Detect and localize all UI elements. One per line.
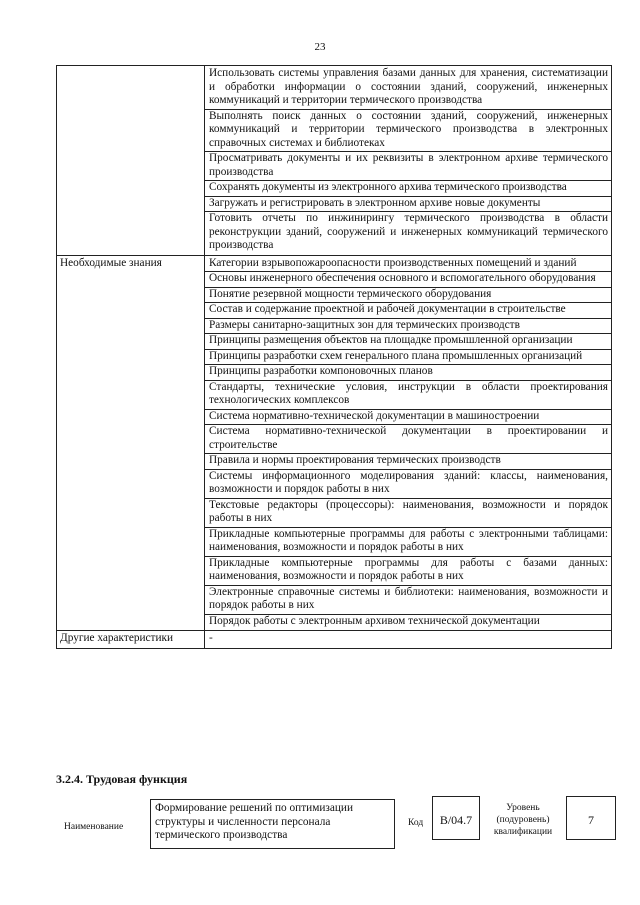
function-code-value: B/04.7: [432, 796, 480, 840]
list-item: Система нормативно-технической документации в проектировании и строительстве: [205, 425, 611, 454]
table-row: [57, 255, 612, 631]
list-item: Категории взрывопожароопасности производственных помещений и зданий: [205, 257, 611, 273]
list-item: Прикладные компьютерные программы для работы с электронными таблицами: наименования, возможности и порядок работы в них: [205, 528, 611, 557]
list-item: Правила и нормы проектирования термических производств: [205, 454, 611, 470]
name-label: Наименование: [64, 822, 124, 832]
row-content: [205, 255, 612, 631]
list-item: Электронные справочные системы и библиотеки: наименования, возможности и порядок работы в них: [205, 586, 611, 615]
row-label: [57, 66, 205, 256]
list-item: Выполнять поиск данных о состоянии зданий, сооружений, инженерных коммуникаций и территории термического производства в электронных справочных системах и библиотеках: [205, 110, 611, 153]
list-item: Стандарты, технические условия, инструкции в области проектирования технологических комплексов: [205, 381, 611, 410]
table-row: [57, 631, 612, 649]
list-item: Принципы размещения объектов на площадке промышленной организации: [205, 334, 611, 350]
list-item: Принципы разработки компоновочных планов: [205, 365, 611, 381]
row-content: [205, 631, 612, 649]
list-item: Принципы разработки схем генерального плана промышленных организаций: [205, 350, 611, 366]
qualification-level-label: Уровень (подуровень) квалификации: [493, 803, 553, 837]
list-item: Сохранять документы из электронного архива термического производства: [205, 181, 611, 197]
list-item: Загружать и регистрировать в электронном архиве новые документы: [205, 197, 611, 213]
list-item: Размеры санитарно-защитных зон для термических производств: [205, 319, 611, 335]
list-item: Основы инженерного обеспечения основного и вспомогательного оборудования: [205, 272, 611, 288]
row-label-other-characteristics: Другие характеристики: [57, 631, 205, 649]
list-item: Просматривать документы и их реквизиты в электронном архиве термического производства: [205, 152, 611, 181]
list-item: Использовать системы управления базами данных для хранения, систематизации и обработки информации о состоянии зданий, сооружений, инженерных коммуникаций и территории термического производства: [205, 67, 611, 110]
list-item: Система нормативно-технической документации в машиностроении: [205, 410, 611, 426]
function-name-value: Формирование решений по оптимизации структуры и численности персонала термического производства: [150, 799, 395, 849]
labor-function-header: [0, 796, 640, 856]
page-number: 23: [314, 41, 326, 53]
row-content: [205, 66, 612, 256]
list-item: Прикладные компьютерные программы для работы с базами данных: наименования, возможности и порядок работы в них: [205, 557, 611, 586]
list-item: Состав и содержание проектной и рабочей документации в строительстве: [205, 303, 611, 319]
row-label-required-knowledge: Необходимые знания: [57, 255, 205, 631]
list-item: Системы информационного моделирования зданий: классы, наименования, возможности и порядок работы в них: [205, 470, 611, 499]
section-title: 3.2.4. Трудовая функция: [56, 772, 188, 786]
list-item: Текстовые редакторы (процессоры): наименования, возможности и порядок работы в них: [205, 499, 611, 528]
table-row: [57, 66, 612, 256]
list-item: -: [209, 632, 213, 644]
list-item: Готовить отчеты по инжинирингу термического производства в области реконструкции зданий, сооружений и инженерных коммуникаций термического производства: [209, 212, 608, 251]
code-label: Код: [408, 818, 424, 828]
list-item: Порядок работы с электронным архивом технической документации: [209, 614, 540, 627]
list-item: Понятие резервной мощности термического оборудования: [205, 288, 611, 304]
requirements-table: [56, 65, 612, 649]
qualification-level-value: 7: [566, 796, 616, 840]
